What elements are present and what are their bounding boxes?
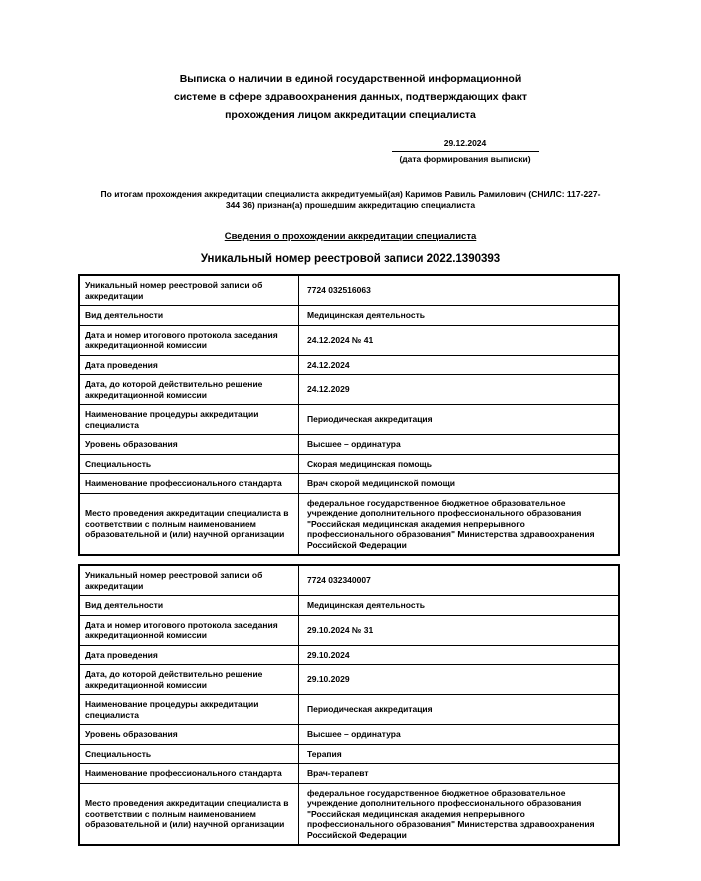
row-value-cell: 7724 032516063 xyxy=(299,275,620,306)
row-value-cell: Высшее – ординатура xyxy=(299,435,620,455)
table-row xyxy=(79,645,619,665)
table-row xyxy=(79,306,619,326)
row-label-cell: Уровень образования xyxy=(79,725,299,745)
table-row xyxy=(79,405,619,435)
table-row xyxy=(79,435,619,455)
row-label-cell: Место проведения аккредитации специалиста в соответствии с полным наименованием образовательной и (или) научной организации xyxy=(79,493,299,555)
row-label-cell: Уникальный номер реестровой записи об аккредитации xyxy=(79,565,299,596)
row-value-cell: федеральное государственное бюджетное образовательное учреждение дополнительного профессионального образования "Российская медицинская академия непрерывного профессионального образования" Министерства здравоохранения Российской Федерации xyxy=(299,493,620,555)
row-label-cell: Вид деятельности xyxy=(79,306,299,326)
table-row xyxy=(79,454,619,474)
table-row xyxy=(79,275,619,306)
row-label-cell: Место проведения аккредитации специалиста в соответствии с полным наименованием образовательной и (или) научной организации xyxy=(79,783,299,845)
row-label-cell: Наименование профессионального стандарта xyxy=(79,764,299,784)
row-value-cell: Высшее – ординатура xyxy=(299,725,620,745)
issue-date-value: 29.12.2024 xyxy=(392,138,539,152)
document-title-line: прохождения лицом аккредитации специалиста xyxy=(225,109,476,121)
intro-paragraph xyxy=(71,189,631,211)
intro-paragraph-line: По итогам прохождения аккредитации специалиста аккредитуемый(ая) Каримов Равиль Рамилович (СНИЛС: 117-227- xyxy=(100,189,601,199)
row-value-cell: 29.10.2029 xyxy=(299,665,620,695)
table-row xyxy=(79,596,619,616)
row-label-cell: Дата, до которой действительно решение аккредитационной комиссии xyxy=(79,375,299,405)
table-row xyxy=(79,783,619,845)
row-value-cell: 29.10.2024 xyxy=(299,645,620,665)
row-value-cell: Периодическая аккредитация xyxy=(299,695,620,725)
table-row xyxy=(79,764,619,784)
row-value-cell: федеральное государственное бюджетное образовательное учреждение дополнительного профессионального образования "Российская медицинская академия непрерывного профессионального образования" Министерства здравоохранения Российской Федерации xyxy=(299,783,620,845)
table-row xyxy=(79,493,619,555)
table-row xyxy=(79,615,619,645)
row-value-cell: 7724 032340007 xyxy=(299,565,620,596)
row-value-cell: Терапия xyxy=(299,744,620,764)
row-value-cell: Медицинская деятельность xyxy=(299,306,620,326)
table-row xyxy=(79,375,619,405)
row-label-cell: Уровень образования xyxy=(79,435,299,455)
table-row xyxy=(79,565,619,596)
document-title-line: Выписка о наличии в единой государственной информационной xyxy=(179,73,522,85)
row-label-cell: Наименование профессионального стандарта xyxy=(79,474,299,494)
row-value-cell: 24.12.2024 xyxy=(299,355,620,375)
document-title xyxy=(116,70,586,124)
issue-date-block xyxy=(383,138,547,165)
table-row xyxy=(79,695,619,725)
row-value-cell: Периодическая аккредитация xyxy=(299,405,620,435)
row-value-cell: Медицинская деятельность xyxy=(299,596,620,616)
table-row xyxy=(79,355,619,375)
accreditation-table-1 xyxy=(78,274,620,556)
accreditation-table-2 xyxy=(78,564,620,846)
row-label-cell: Дата и номер итогового протокола заседания аккредитационной комиссии xyxy=(79,325,299,355)
row-label-cell: Дата, до которой действительно решение аккредитационной комиссии xyxy=(79,665,299,695)
row-label-cell: Специальность xyxy=(79,744,299,764)
row-value-cell: 24.12.2024 № 41 xyxy=(299,325,620,355)
row-label-cell: Дата проведения xyxy=(79,355,299,375)
row-label-cell: Уникальный номер реестровой записи об аккредитации xyxy=(79,275,299,306)
row-label-cell: Дата и номер итогового протокола заседания аккредитационной комиссии xyxy=(79,615,299,645)
registry-number-heading: Уникальный номер реестровой записи 2022.1390393 xyxy=(200,253,501,265)
document-title-line: системе в сфере здравоохранения данных, подтверждающих факт xyxy=(173,91,527,103)
row-label-cell: Специальность xyxy=(79,454,299,474)
row-value-cell: Скорая медицинская помощь xyxy=(299,454,620,474)
table-row xyxy=(79,325,619,355)
section-heading: Сведения о прохождении аккредитации специалиста xyxy=(224,231,477,242)
row-label-cell: Дата проведения xyxy=(79,645,299,665)
intro-paragraph-line: 344 36) признан(а) прошедшим аккредитацию специалиста xyxy=(225,200,476,210)
row-value-cell: Врач скорой медицинской помощи xyxy=(299,474,620,494)
row-label-cell: Наименование процедуры аккредитации специалиста xyxy=(79,405,299,435)
table-row xyxy=(79,474,619,494)
row-label-cell: Вид деятельности xyxy=(79,596,299,616)
table-row xyxy=(79,725,619,745)
table-row xyxy=(79,665,619,695)
row-value-cell: 29.10.2024 № 31 xyxy=(299,615,620,645)
row-label-cell: Наименование процедуры аккредитации специалиста xyxy=(79,695,299,725)
row-value-cell: 24.12.2029 xyxy=(299,375,620,405)
issue-date-caption: (дата формирования выписки) xyxy=(399,154,531,164)
table-row xyxy=(79,744,619,764)
row-value-cell: Врач-терапевт xyxy=(299,764,620,784)
